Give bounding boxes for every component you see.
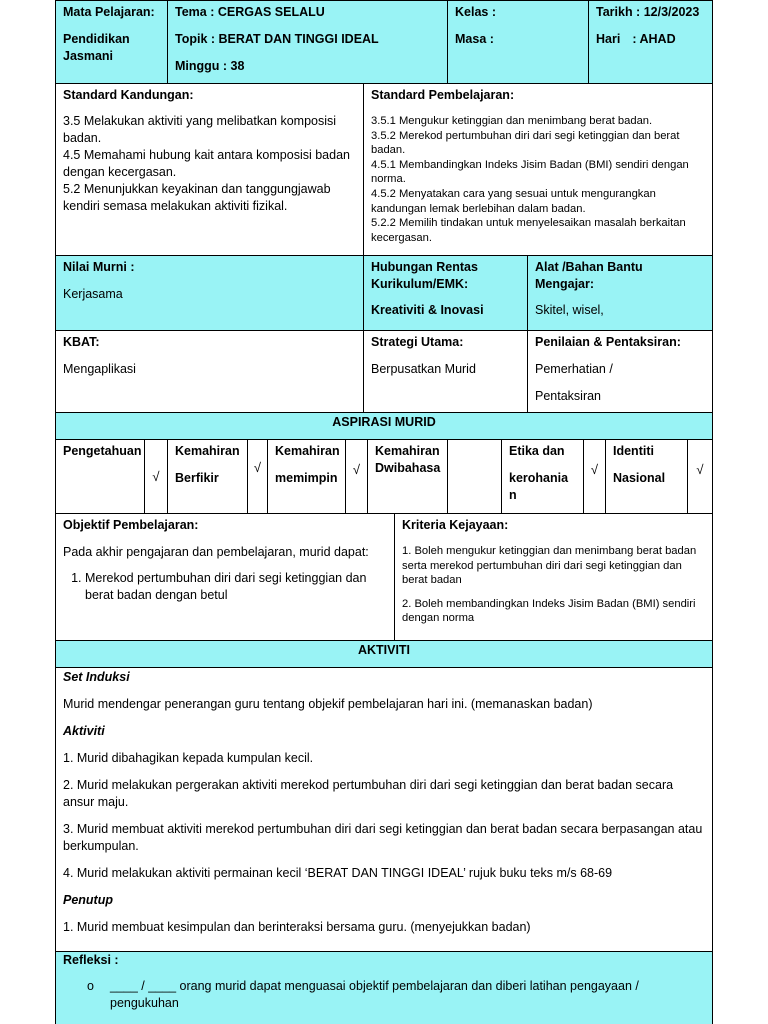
tick-mark (248, 440, 268, 513)
alat-bahan-value: Skitel, wisel, (535, 303, 604, 317)
kriteria-cell (395, 514, 712, 640)
kbat-label: KBAT: (63, 335, 100, 349)
tema-text: Tema : CERGAS SELALU (175, 5, 325, 19)
header-row (55, 0, 713, 84)
objektif-intro: Pada akhir pengajaran dan pembelajaran, murid dapat: (63, 545, 369, 559)
objektif-item: 1. Merekod pertumbuhan diri dari segi ketinggian dan berat badan dengan betul (85, 570, 387, 604)
memimpin-label: memimpin (275, 471, 338, 485)
penutup-text: 1. Murid membuat kesimpulan dan berinteraksi bersama guru. (menyejukkan badan) (63, 920, 531, 934)
set-induksi-text: Murid mendengar penerangan guru tentang objekif pembelajaran hari ini. (memanaskan badan) (63, 697, 593, 711)
empty-tick-cell (448, 440, 502, 513)
kandungan-item: 5.2 Menunjukkan keyakinan dan tanggungjawab kendiri semasa melakukan aktiviti fizikal. (63, 182, 331, 213)
kbat-value: Mengaplikasi (63, 362, 136, 376)
kandungan-item: 3.5 Melakukan aktiviti yang melibatkan komposisi badan. (63, 114, 337, 145)
strategi-value: Berpusatkan Murid (371, 362, 476, 376)
tick-mark (688, 440, 712, 513)
hari-value: : AHAD (632, 32, 676, 46)
aktiviti-step: 3. Murid membuat aktiviti merekod pertumbuhan diri dari segi ketinggian dan berat badan secara berpasangan atau berkumpulan. (63, 822, 703, 853)
identiti-label: Identiti (613, 444, 654, 458)
aktiviti-body (55, 667, 713, 952)
alat-bahan-cell (528, 256, 712, 330)
penilaian-value: Pentaksiran (535, 389, 602, 403)
nilai-row (55, 255, 713, 331)
objektif-list (63, 570, 387, 604)
tick-memimpin: √ (352, 461, 361, 477)
objektif-cell (56, 514, 395, 640)
kriteria-item: 2. Boleh membandingkan Indeks Jisim Badan (BMI) sendiri dengan norma (402, 597, 696, 625)
aspirasi-identiti (606, 440, 688, 513)
tick-mark (346, 440, 368, 513)
pengetahuan-label: Pengetahuan (63, 444, 142, 458)
objektif-label: Objektif Pembelajaran: (63, 518, 199, 532)
aktiviti-title-row (55, 640, 713, 668)
lesson-plan-sheet (55, 0, 713, 1024)
mata-pelajaran-value: Pendidikan Jasmani (63, 32, 130, 63)
penilaian-label: Penilaian & Pentaksiran: (535, 335, 681, 349)
refleksi-label: Refleksi : (63, 953, 119, 967)
aspirasi-title: ASPIRASI MURID (332, 415, 436, 429)
penilaian-value: Pemerhatian / (535, 362, 613, 376)
kandungan-item: 4.5 Memahami hubung kait antara komposisi badan dengan kecergasan. (63, 148, 350, 179)
hari-label: Hari (596, 32, 621, 46)
etika-label: Etika dan (509, 444, 565, 458)
kbat-cell (56, 331, 364, 412)
tick-mark (584, 440, 606, 513)
aktiviti-step: 2. Murid melakukan pergerakan aktiviti merekod pertumbuhan diri dari segi ketinggian dan berat badan secara ansur maju. (63, 778, 674, 809)
tema-cell (168, 1, 448, 83)
refleksi-text: ____ / ____ orang murid dapat menguasai objektif pembelajaran dan diberi latihan pengayaan / pengukuhan (110, 979, 639, 1010)
aspirasi-title-row (55, 412, 713, 440)
aspirasi-pengetahuan (56, 440, 145, 513)
rentas-kurikulum-label: Hubungan Rentas Kurikulum/EMK: (371, 260, 478, 291)
pembelajaran-item: 3.5.1 Mengukur ketinggian dan menimbang berat badan. (371, 115, 653, 127)
tick-pengetahuan: √ (152, 469, 160, 484)
tarikh-text: Tarikh : 12/3/2023 (596, 5, 700, 19)
kriteria-label: Kriteria Kejayaan: (402, 518, 509, 532)
nilai-murni-cell (56, 256, 364, 330)
etika-label: kerohania n (509, 471, 569, 502)
aktiviti-step: 1. Murid dibahagikan kepada kumpulan kecil. (63, 751, 314, 765)
penilaian-cell (528, 331, 712, 412)
tick-identiti: √ (696, 461, 704, 477)
standard-kandungan-cell (56, 84, 364, 255)
refleksi-row (55, 951, 713, 1024)
rentas-kurikulum-value: Kreativiti & Inovasi (371, 303, 484, 317)
set-induksi-label: Set Induksi (63, 670, 130, 684)
dwibahasa-label: Kemahiran Dwibahasa (375, 444, 441, 475)
aspirasi-dwibahasa (368, 440, 448, 513)
memimpin-label: Kemahiran (275, 444, 340, 458)
pembelajaran-item: 3.5.2 Merekod pertumbuhan diri dari segi ketinggian dan berat badan. (371, 129, 680, 157)
kriteria-item: 1. Boleh mengukur ketinggian dan menimbang berat badan serta merekod pertumbuhan diri dari segi ketinggian dan berat badan (402, 545, 697, 587)
aktiviti-title: AKTIVITI (357, 643, 411, 657)
berfikir-label: Kemahiran (175, 444, 240, 458)
strategi-cell (364, 331, 528, 412)
pembelajaran-item: 4.5.1 Membandingkan Indeks Jisim Badan (BMI) sendiri dengan norma. (371, 158, 689, 186)
minggu-text: Minggu : 38 (175, 59, 245, 73)
aktiviti-step: 4. Murid melakukan aktiviti permainan kecil ‘BERAT DAN TINGGI IDEAL’ rujuk buku teks m/s 68-69 (63, 866, 613, 880)
tick-berfikir: √ (253, 459, 262, 475)
mata-pelajaran-cell (56, 1, 168, 83)
objektif-row (55, 513, 713, 641)
standard-pembelajaran-label: Standard Pembelajaran: (371, 88, 515, 102)
kelas-label: Kelas : (455, 5, 496, 19)
penutup-label: Penutup (63, 893, 113, 907)
strategi-label: Strategi Utama: (371, 335, 464, 349)
mata-pelajaran-label: Mata Pelajaran: (63, 5, 155, 19)
rentas-kurikulum-cell (364, 256, 528, 330)
pembelajaran-item: 5.2.2 Memilih tindakan untuk menyelesaikan masalah berkaitan kecergasan. (371, 217, 686, 244)
aspirasi-memimpin (268, 440, 346, 513)
aktiviti-label: Aktiviti (63, 724, 105, 738)
topik-text: Topik : BERAT DAN TINGGI IDEAL (175, 32, 379, 46)
identiti-label: Nasional (613, 471, 666, 485)
masa-label: Masa : (455, 32, 494, 46)
aspirasi-row (55, 439, 713, 514)
aspirasi-berfikir (168, 440, 248, 513)
standard-pembelajaran-cell (364, 84, 712, 255)
kbat-row (55, 330, 713, 413)
standard-row (55, 83, 713, 256)
aspirasi-etika (502, 440, 584, 513)
pembelajaran-item: 4.5.2 Menyatakan cara yang sesuai untuk mengurangkan kandungan lemak berlebihan dalam badan. (371, 187, 656, 215)
nilai-murni-label: Nilai Murni : (63, 260, 135, 274)
kelas-cell (448, 1, 589, 83)
nilai-murni-value: Kerjasama (63, 287, 123, 301)
berfikir-label: Berfikir (175, 471, 219, 485)
tick-etika: √ (590, 461, 599, 477)
bullet-icon: o (87, 979, 94, 993)
tarikh-cell (589, 1, 712, 83)
alat-bahan-label: Alat /Bahan Bantu Mengajar: (535, 260, 643, 291)
tick-mark (145, 440, 168, 513)
standard-kandungan-label: Standard Kandungan: (63, 88, 194, 102)
